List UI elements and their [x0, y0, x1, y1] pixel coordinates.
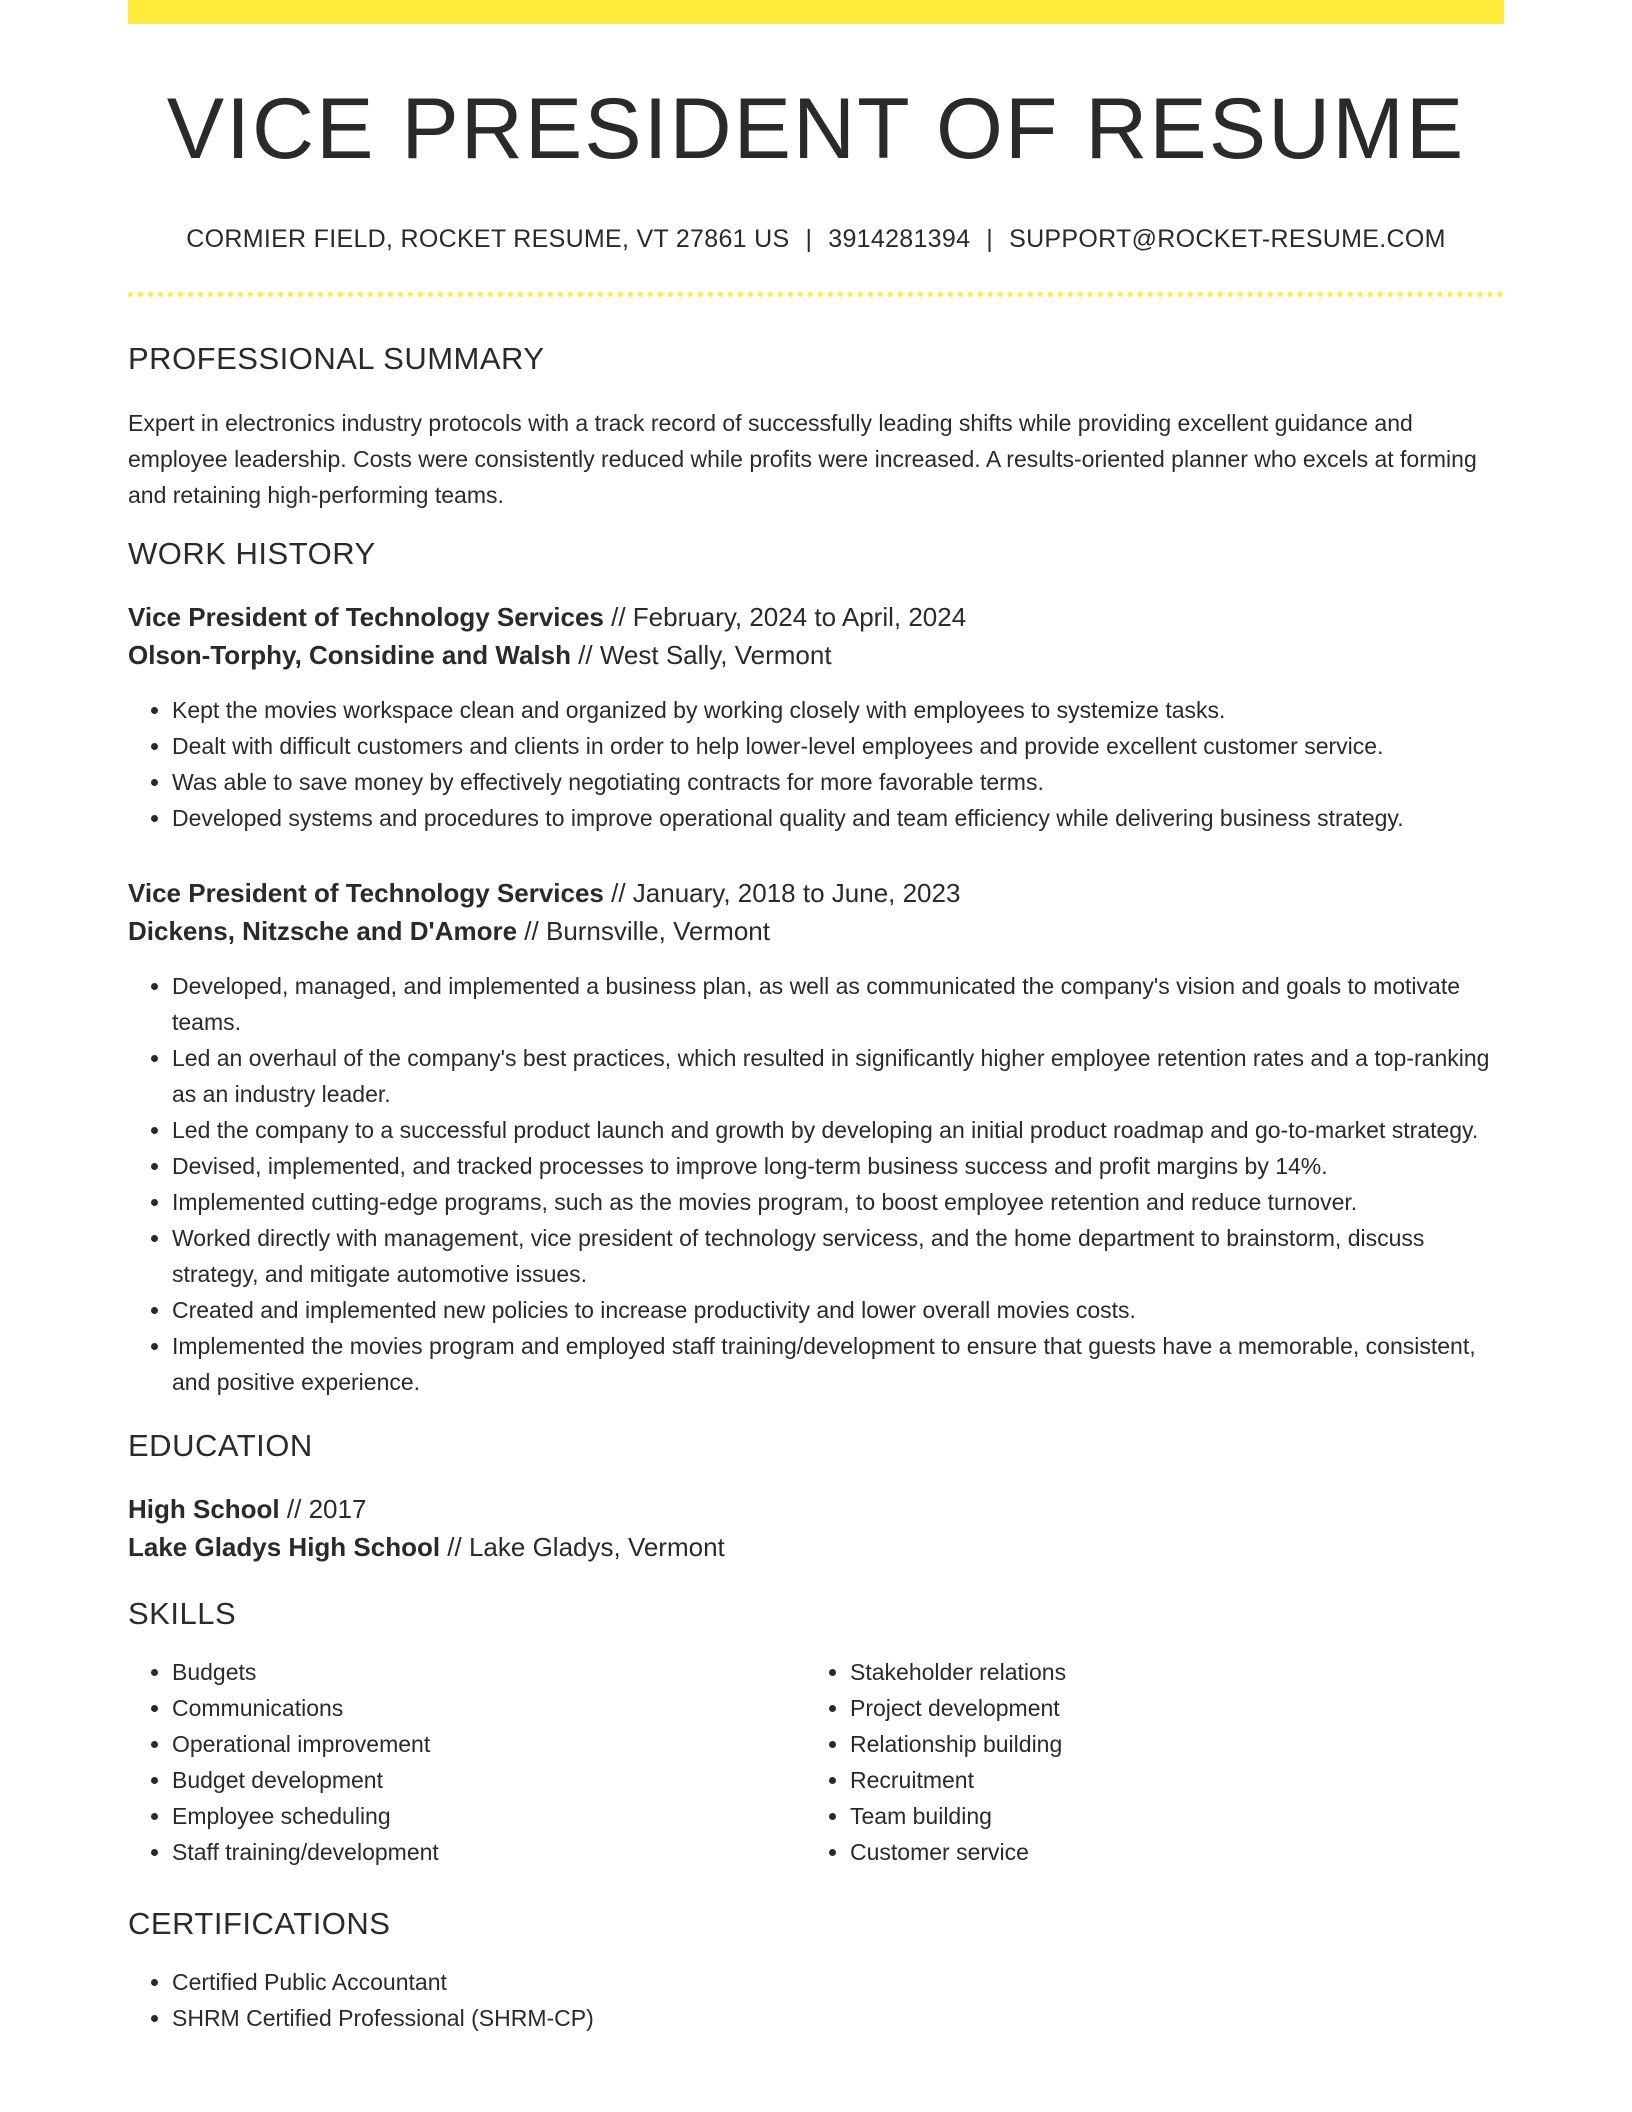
contact-address: CORMIER FIELD, ROCKET RESUME, VT 27861 US: [186, 224, 790, 253]
job-company-line: [128, 636, 1504, 674]
job-title-line: [128, 598, 1504, 636]
skills-right-column: [806, 1654, 1484, 1870]
education-degree-line: [128, 1490, 1504, 1528]
education-location: // Lake Gladys, Vermont: [440, 1531, 725, 1562]
job-company: Dickens, Nitzsche and D'Amore: [128, 915, 518, 946]
list-item: • Staff training/development: [172, 1834, 806, 1870]
list-item: • Worked directly with management, vice president of technology servicess, and the home department to brainstorm, discuss strategy, and mitigate automotive issues.: [172, 1220, 1504, 1292]
list-item: • Developed systems and procedures to improve operational quality and team efficiency while delivering business strategy.: [172, 800, 1504, 836]
section-title-education: EDUCATION: [128, 1427, 313, 1463]
section-title-skills: SKILLS: [128, 1595, 237, 1631]
dotted-divider: [128, 292, 1504, 297]
section-title-summary: PROFESSIONAL SUMMARY: [128, 340, 545, 376]
list-item: • Recruitment: [850, 1762, 1484, 1798]
contact-email: SUPPORT@ROCKET-RESUME.COM: [1009, 224, 1446, 253]
education-degree: High School: [128, 1493, 280, 1524]
list-item: • Relationship building: [850, 1726, 1484, 1762]
list-item: • Implemented the movies program and employed staff training/development to ensure that guests have a memorable, consistent, and positive experience.: [172, 1328, 1504, 1400]
skills-columns: [128, 1654, 1504, 1870]
list-item: • Operational improvement: [172, 1726, 806, 1762]
job-location: // West Sally, Vermont: [570, 639, 832, 670]
section-title-certifications: CERTIFICATIONS: [128, 1905, 391, 1941]
skills-section: [128, 1596, 1504, 1870]
job-position: Vice President of Technology Services: [128, 601, 604, 632]
list-item: • Budgets: [172, 1654, 806, 1690]
job-entry: [128, 598, 1504, 836]
list-item: • Stakeholder relations: [850, 1654, 1484, 1690]
list-item: • SHRM Certified Professional (SHRM-CP): [172, 2000, 1504, 2036]
list-item: • Employee scheduling: [172, 1798, 806, 1834]
job-position: Vice President of Technology Services: [128, 877, 604, 908]
job-entry: [128, 874, 1504, 1400]
work-history-section: [128, 536, 1504, 1400]
list-item: • Customer service: [850, 1834, 1484, 1870]
list-item: • Created and implemented new policies to increase productivity and lower overall movies costs.: [172, 1292, 1504, 1328]
list-item: • Dealt with difficult customers and clients in order to help lower-level employees and provide excellent customer service.: [172, 728, 1504, 764]
resume-page: [128, 0, 1504, 2036]
job-company-line: [128, 912, 1504, 950]
list-item: • Developed, managed, and implemented a business plan, as well as communicated the company's vision and goals to motivate teams.: [172, 968, 1504, 1040]
list-item: • Implemented cutting-edge programs, such as the movies program, to boost employee retention and reduce turnover.: [172, 1184, 1504, 1220]
list-item: • Was able to save money by effectively negotiating contracts for more favorable terms.: [172, 764, 1504, 800]
accent-top-bar: [128, 0, 1504, 24]
contact-separator: |: [805, 224, 813, 253]
job-location: // Burnsville, Vermont: [517, 915, 770, 946]
contact-separator: |: [986, 224, 994, 253]
education-school-line: [128, 1528, 1504, 1566]
certifications-section: [128, 1906, 1504, 2036]
list-item: • Project development: [850, 1690, 1484, 1726]
section-title-work-history: WORK HISTORY: [128, 535, 376, 571]
certifications-list: [128, 1964, 1504, 2036]
education-section: [128, 1428, 1504, 1566]
job-dates: // February, 2024 to April, 2024: [603, 601, 967, 632]
resume-name: VICE PRESIDENT OF RESUME: [166, 81, 1466, 177]
summary-section: [128, 341, 1504, 513]
list-item: • Led an overhaul of the company's best practices, which resulted in significantly higher employee retention rates and a top-ranking as an industry leader.: [172, 1040, 1504, 1112]
list-item: • Certified Public Accountant: [172, 1964, 1504, 2000]
education-year: // 2017: [279, 1493, 367, 1524]
list-item: • Led the company to a successful product launch and growth by developing an initial product roadmap and go-to-market strategy.: [172, 1112, 1504, 1148]
job-dates: // January, 2018 to June, 2023: [603, 877, 961, 908]
contact-line: [128, 225, 1504, 254]
list-item: • Budget development: [172, 1762, 806, 1798]
job-title-line: [128, 874, 1504, 912]
contact-phone: 3914281394: [828, 224, 971, 253]
list-item: • Kept the movies workspace clean and organized by working closely with employees to systemize tasks.: [172, 692, 1504, 728]
skills-left-column: [128, 1654, 806, 1870]
job-bullets: [128, 692, 1504, 836]
job-company: Olson-Torphy, Considine and Walsh: [128, 639, 571, 670]
list-item: • Communications: [172, 1690, 806, 1726]
summary-text: Expert in electronics industry protocols with a track record of successfully leading shifts while providing excellent guidance and employee leadership. Costs were consistently reduced while profits were increased. A results-oriented planner who excels at forming and retaining high-performing teams.: [128, 409, 1477, 508]
education-entry: [128, 1490, 1504, 1566]
job-bullets: [128, 968, 1504, 1400]
list-item: • Devised, implemented, and tracked processes to improve long-term business success and profit margins by 14%.: [172, 1148, 1504, 1184]
education-school: Lake Gladys High School: [128, 1531, 441, 1562]
list-item: • Team building: [850, 1798, 1484, 1834]
